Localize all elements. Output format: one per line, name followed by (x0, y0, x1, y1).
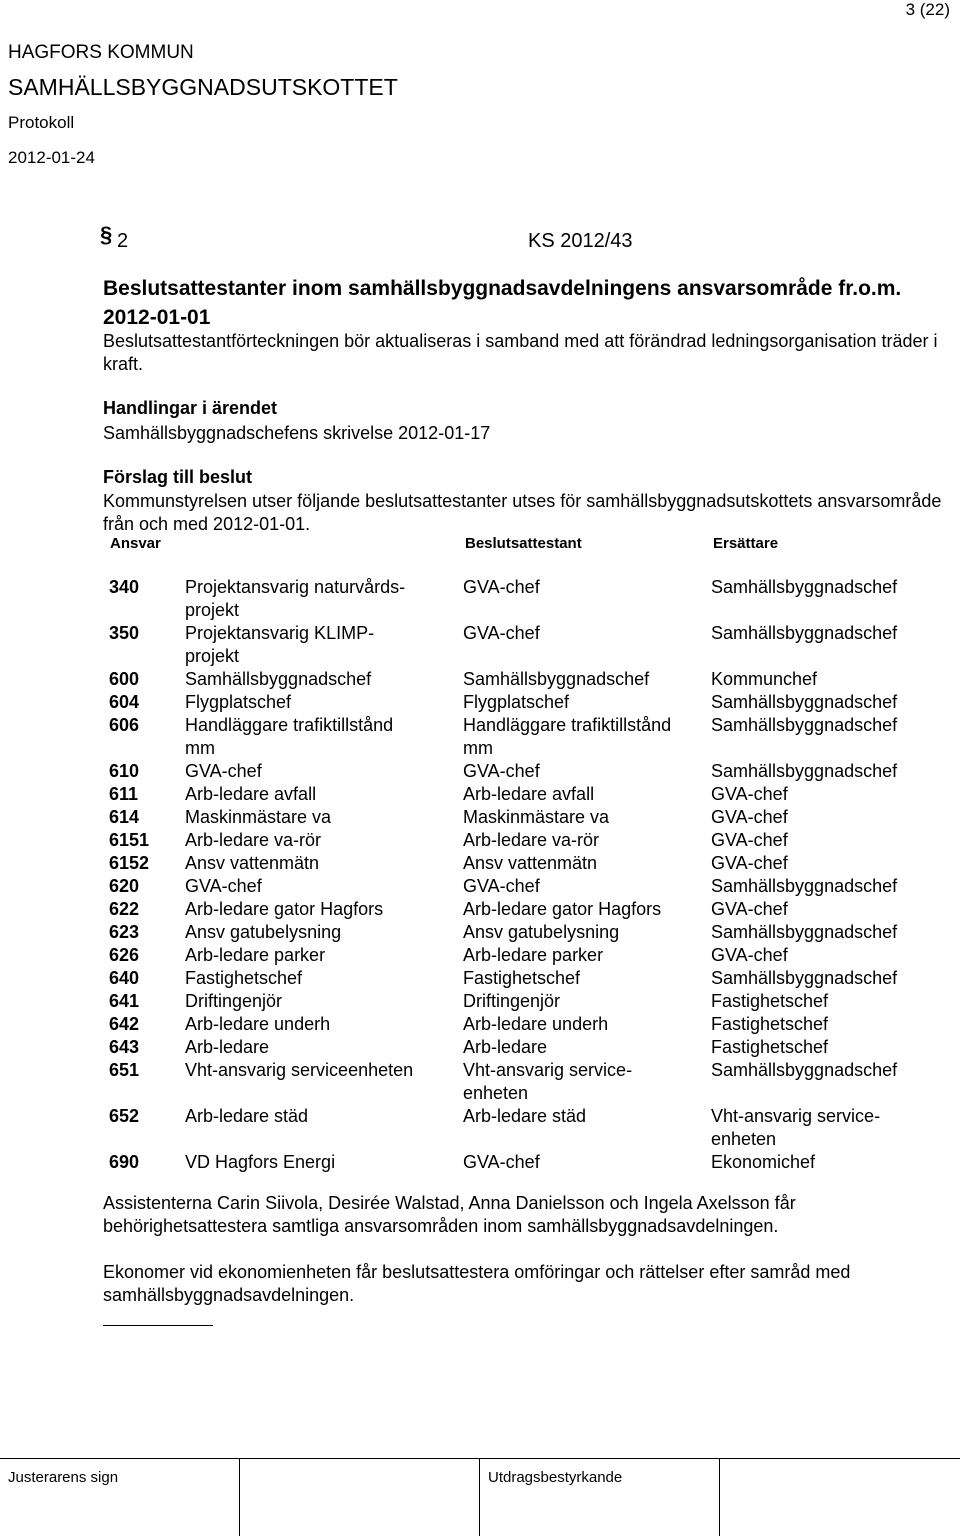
cell-ansvar: Handläggare trafiktillstånd mm (185, 715, 394, 758)
cell-code: 606 (109, 715, 140, 735)
cell-beslutsattestant: Arb-ledare städ (463, 1106, 587, 1126)
table-row (103, 967, 953, 990)
column-header-beslutsattestant: Beslutsattestant (465, 535, 582, 552)
cell-beslutsattestant: GVA-chef (463, 761, 540, 781)
cell-beslutsattestant: Samhällsbyggnadschef (463, 669, 650, 689)
table-row (103, 622, 953, 668)
intro-text: Beslutsattestantförteckningen bör aktualiseras i samband med att förändrad ledningsorganisation träder i kraft. (103, 331, 938, 374)
footer-cell-utdrag (480, 1459, 720, 1536)
footer-cell-justerare (0, 1459, 240, 1536)
cell-ansvar: Ansv vattenmätn (185, 853, 320, 873)
cell-ansvar: Driftingenjör (185, 991, 283, 1011)
table-row (103, 714, 953, 760)
forslag-text: Kommunstyrelsen utser följande beslutsattestanter utses för samhällsbyggnadsutskottets ansvarsområde från och med 2012-01-01. (103, 491, 942, 534)
handlingar-heading: Handlingar i ärendet (103, 398, 278, 418)
footer-label-justerarens-sign: Justerarens sign (8, 1469, 119, 1486)
cell-beslutsattestant: Arb-ledare (463, 1037, 548, 1057)
case-number: KS 2012/43 (528, 230, 633, 252)
cell-ersattare: GVA-chef (711, 853, 788, 873)
column-header-ansvar: Ansvar (110, 535, 161, 552)
table-row (103, 783, 953, 806)
cell-ansvar: GVA-chef (185, 876, 262, 896)
footer-cell-blank-2 (720, 1459, 959, 1536)
cell-ansvar: Arb-ledare underh (185, 1014, 331, 1034)
table-row (103, 668, 953, 691)
cell-beslutsattestant: Driftingenjör (463, 991, 561, 1011)
cell-ersattare: Samhällsbyggnadschef (711, 692, 898, 712)
table-row (103, 1036, 953, 1059)
cell-code: 350 (109, 623, 140, 643)
cell-beslutsattestant: Handläggare trafiktillstånd mm (463, 715, 672, 758)
cell-ansvar: Vht-ansvarig serviceenheten (185, 1060, 414, 1080)
cell-ersattare: GVA-chef (711, 899, 788, 919)
closing-paragraph-economists: Ekonomer vid ekonomienheten får beslutsattestera omföringar och rättelser efter samråd med samhällsbyggnadsavdelningen. (103, 1262, 851, 1305)
item-number: 2 (117, 230, 129, 252)
cell-ansvar: Fastighetschef (185, 968, 303, 988)
column-header-ersattare: Ersättare (713, 535, 779, 552)
table-row (103, 576, 953, 622)
table-row (103, 898, 953, 921)
cell-ansvar: Arb-ledare parker (185, 945, 326, 965)
cell-ansvar: GVA-chef (185, 761, 262, 781)
ansvar-table (103, 576, 953, 1174)
organization-name: HAGFORS KOMMUN (8, 42, 194, 63)
cell-beslutsattestant: Arb-ledare gator Hagfors (463, 899, 662, 919)
cell-ersattare: Samhällsbyggnadschef (711, 577, 898, 597)
footer-cell-blank-1 (240, 1459, 480, 1536)
cell-beslutsattestant: Flygplatschef (463, 692, 570, 712)
cell-beslutsattestant: Fastighetschef (463, 968, 581, 988)
table-row (103, 875, 953, 898)
cell-ersattare: Samhällsbyggnadschef (711, 623, 898, 643)
cell-beslutsattestant: Arb-ledare parker (463, 945, 604, 965)
cell-code: 640 (109, 968, 140, 988)
cell-ersattare: Kommunchef (711, 669, 818, 689)
cell-code: 614 (109, 807, 140, 827)
cell-ersattare: GVA-chef (711, 830, 788, 850)
paragraph-sign: § (100, 222, 113, 247)
cell-ersattare: Samhällsbyggnadschef (711, 922, 898, 942)
document-type: Protokoll (8, 113, 75, 132)
end-rule (103, 1325, 213, 1326)
table-row (103, 691, 953, 714)
cell-beslutsattestant: GVA-chef (463, 1152, 540, 1172)
cell-ersattare: GVA-chef (711, 784, 788, 804)
forslag-heading: Förslag till beslut (103, 467, 253, 487)
cell-code: 641 (109, 991, 140, 1011)
cell-code: 340 (109, 577, 140, 597)
table-row (103, 1059, 953, 1105)
cell-code: 620 (109, 876, 140, 896)
cell-beslutsattestant: Arb-ledare va-rör (463, 830, 600, 850)
page-number: 3 (22) (905, 0, 950, 19)
cell-code: 643 (109, 1037, 140, 1057)
cell-code: 652 (109, 1106, 140, 1126)
table-row (103, 944, 953, 967)
cell-code: 610 (109, 761, 140, 781)
cell-ansvar: VD Hagfors Energi (185, 1152, 336, 1172)
meeting-date: 2012-01-24 (8, 148, 95, 167)
cell-ansvar: Projektansvarig KLIMP- projekt (185, 623, 375, 666)
cell-ersattare: Samhällsbyggnadschef (711, 715, 898, 735)
cell-ansvar: Maskinmästare va (185, 807, 332, 827)
table-row (103, 1013, 953, 1036)
handlingar-text: Samhällsbyggnadschefens skrivelse 2012-01-17 (103, 423, 491, 443)
cell-ersattare: Fastighetschef (711, 1014, 829, 1034)
item-title: Beslutsattestanter inom samhällsbyggnadsavdelningens ansvarsområde fr.o.m. 2012-01-01 (103, 277, 902, 329)
cell-beslutsattestant: Ansv vattenmätn (463, 853, 598, 873)
ansvar-table-body (103, 576, 953, 1174)
cell-beslutsattestant: Arb-ledare avfall (463, 784, 595, 804)
cell-ersattare: Samhällsbyggnadschef (711, 968, 898, 988)
cell-code: 6152 (109, 853, 150, 873)
cell-ansvar: Arb-ledare avfall (185, 784, 317, 804)
cell-ansvar: Arb-ledare städ (185, 1106, 309, 1126)
cell-code: 623 (109, 922, 140, 942)
table-row (103, 921, 953, 944)
cell-ersattare: Fastighetschef (711, 991, 829, 1011)
table-row (103, 1105, 953, 1151)
cell-ansvar: Arb-ledare va-rör (185, 830, 322, 850)
cell-code: 611 (109, 784, 139, 804)
table-row (103, 1151, 953, 1174)
cell-code: 626 (109, 945, 140, 965)
cell-beslutsattestant: GVA-chef (463, 577, 540, 597)
cell-ersattare: Vht-ansvarig service- enheten (711, 1106, 881, 1149)
cell-beslutsattestant: Arb-ledare underh (463, 1014, 609, 1034)
cell-ansvar: Arb-ledare (185, 1037, 270, 1057)
cell-code: 6151 (109, 830, 150, 850)
table-row (103, 852, 953, 875)
cell-ersattare: GVA-chef (711, 945, 788, 965)
cell-ansvar: Samhällsbyggnadschef (185, 669, 372, 689)
cell-ersattare: Samhällsbyggnadschef (711, 876, 898, 896)
table-row (103, 990, 953, 1013)
table-row (103, 760, 953, 783)
cell-ersattare: GVA-chef (711, 807, 788, 827)
cell-code: 651 (109, 1060, 140, 1080)
cell-ansvar: Projektansvarig naturvårds- projekt (185, 577, 406, 620)
cell-beslutsattestant: GVA-chef (463, 623, 540, 643)
closing-paragraph-assistants: Assistenterna Carin Siivola, Desirée Walstad, Anna Danielsson och Ingela Axelsson får behörighetsattestera samtliga ansvarsområden inom samhällsbyggnadsavdelningen. (103, 1193, 796, 1236)
cell-beslutsattestant: GVA-chef (463, 876, 540, 896)
cell-beslutsattestant: Vht-ansvarig service- enheten (463, 1060, 633, 1103)
cell-ansvar: Flygplatschef (185, 692, 292, 712)
cell-code: 600 (109, 669, 140, 689)
cell-beslutsattestant: Ansv gatubelysning (463, 922, 620, 942)
cell-ersattare: Samhällsbyggnadschef (711, 1060, 898, 1080)
signature-footer (0, 1458, 960, 1536)
cell-code: 690 (109, 1152, 140, 1172)
cell-code: 642 (109, 1014, 140, 1034)
footer-label-utdragsbestyrkande: Utdragsbestyrkande (488, 1469, 623, 1486)
cell-ansvar: Ansv gatubelysning (185, 922, 342, 942)
cell-code: 604 (109, 692, 140, 712)
table-row (103, 829, 953, 852)
table-row (103, 806, 953, 829)
cell-ansvar: Arb-ledare gator Hagfors (185, 899, 384, 919)
cell-ersattare: Fastighetschef (711, 1037, 829, 1057)
cell-code: 622 (109, 899, 140, 919)
cell-beslutsattestant: Maskinmästare va (463, 807, 610, 827)
committee-name: SAMHÄLLSBYGGNADSUTSKOTTET (8, 74, 398, 100)
cell-ersattare: Samhällsbyggnadschef (711, 761, 898, 781)
cell-ersattare: Ekonomichef (711, 1152, 816, 1172)
